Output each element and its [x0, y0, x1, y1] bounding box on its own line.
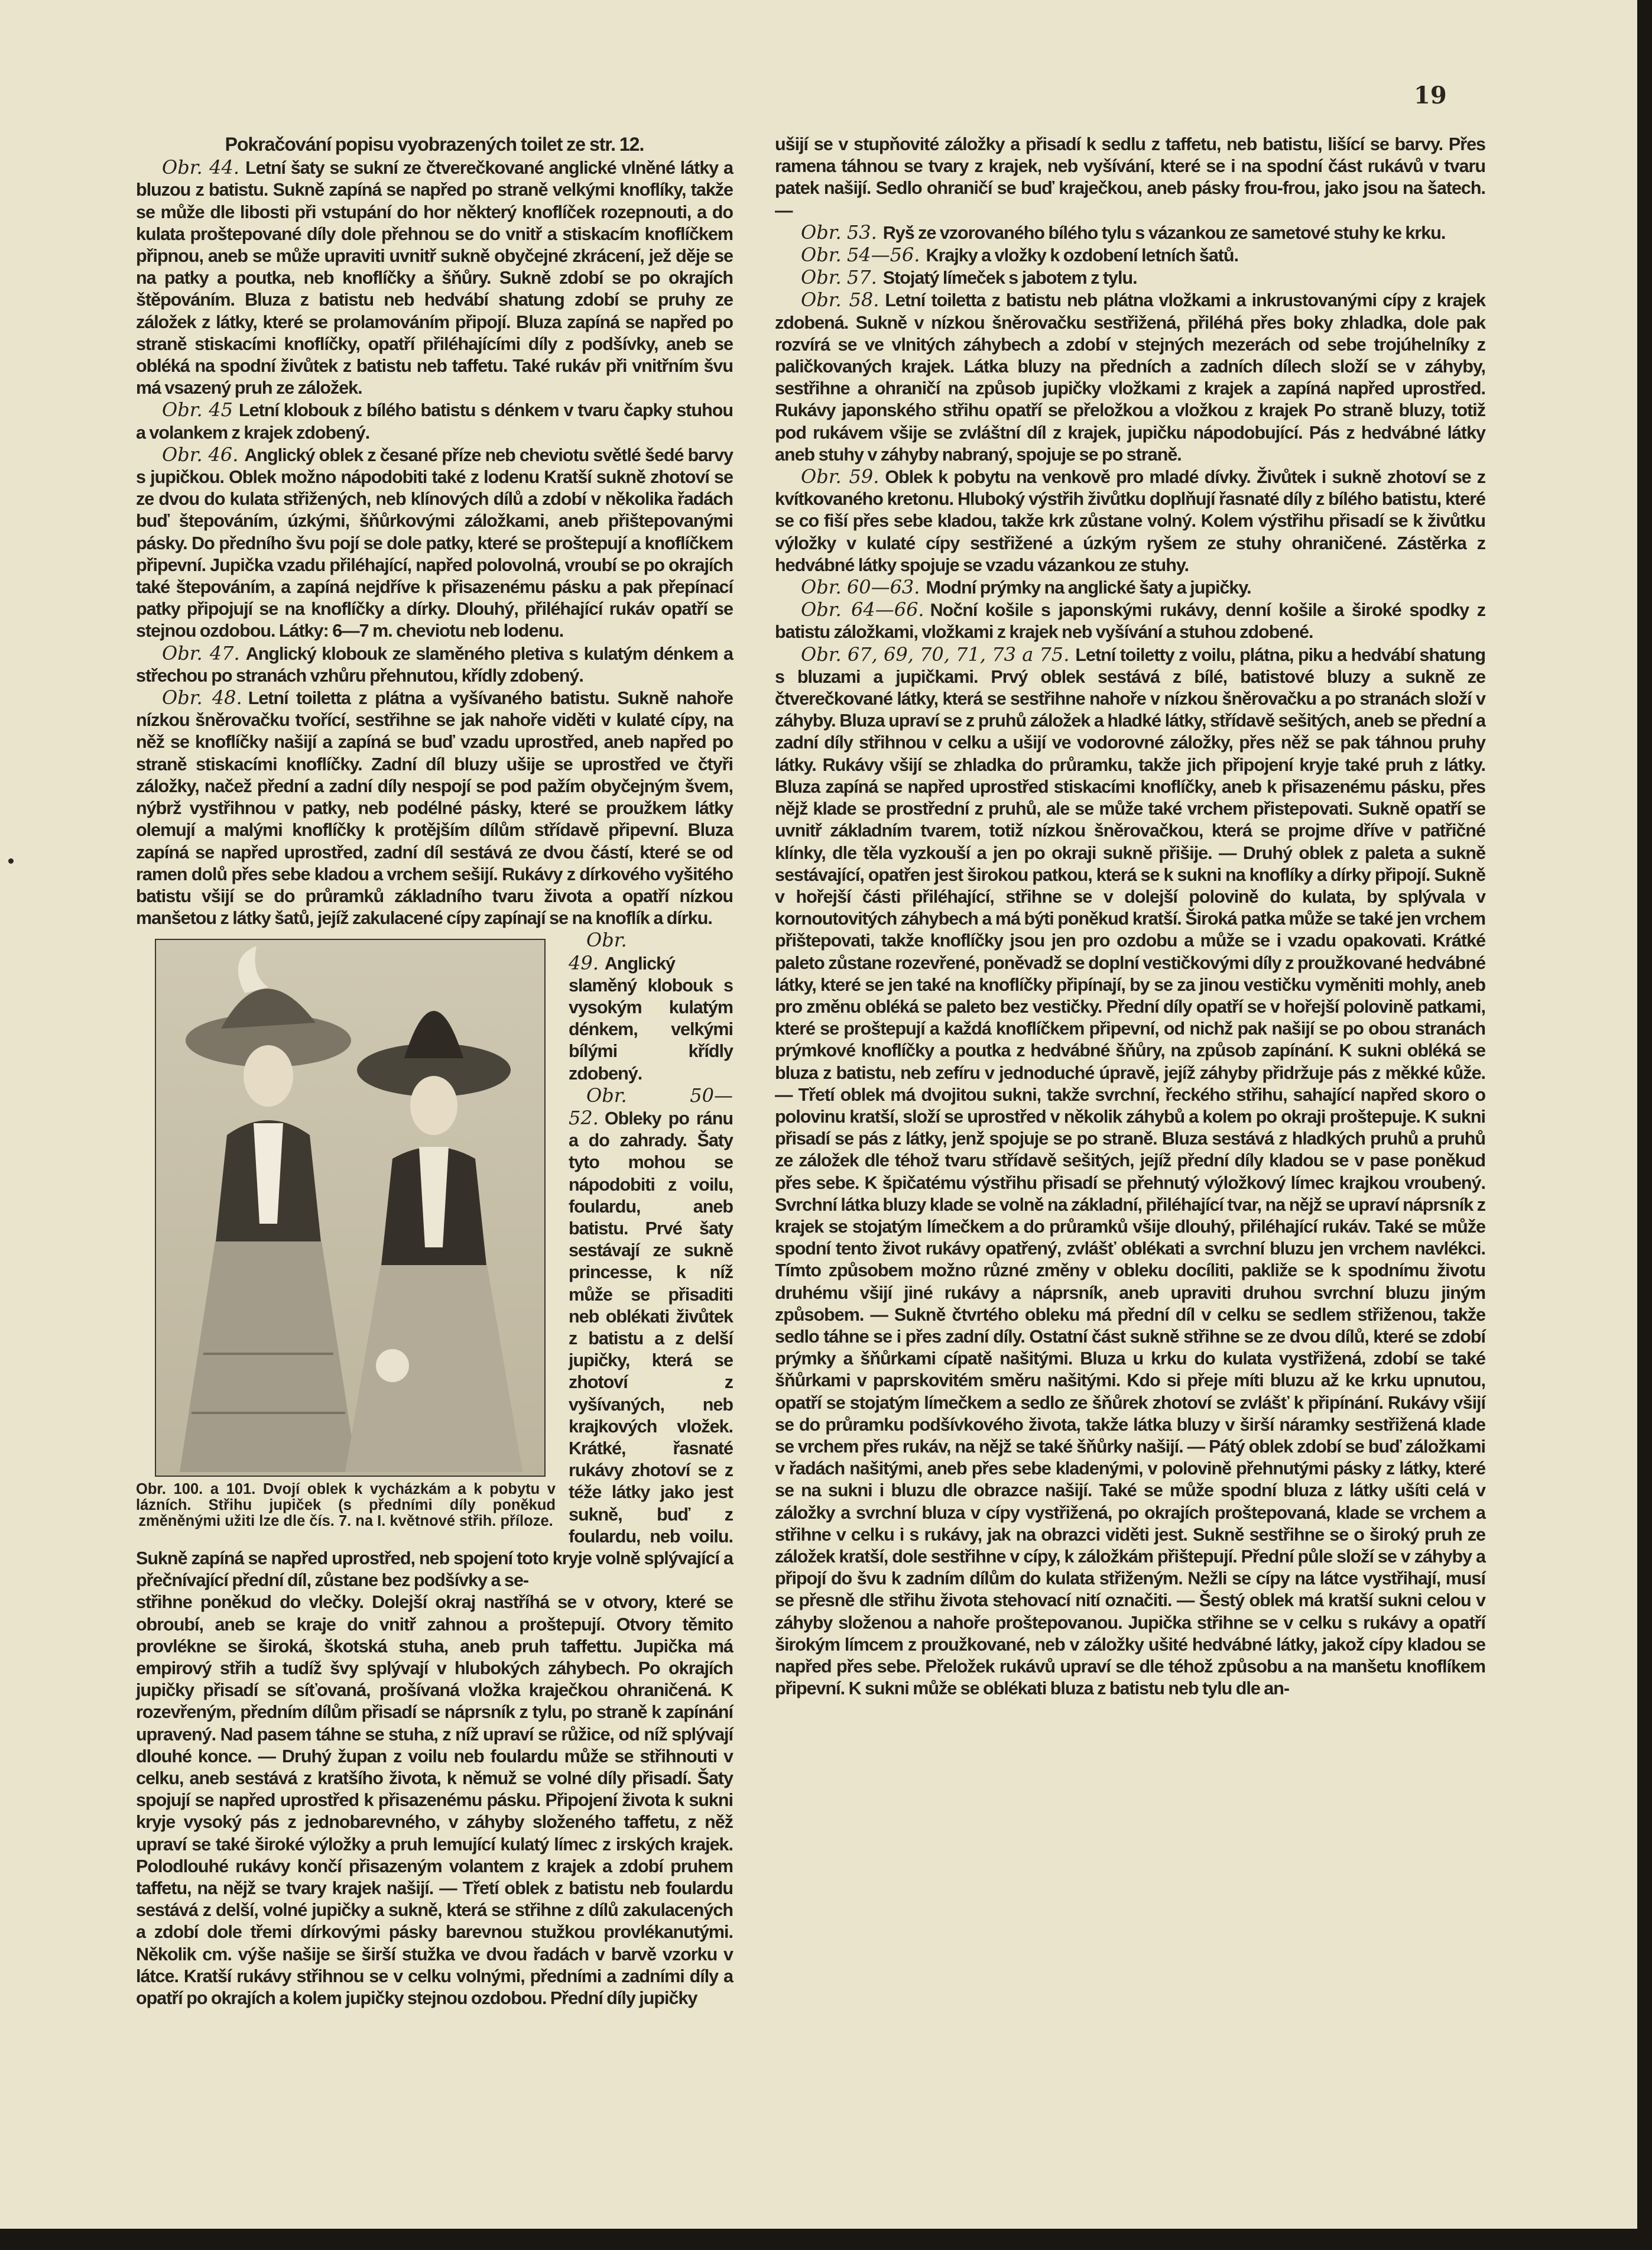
- fashion-illustration: [155, 939, 546, 1477]
- paragraph-text: Stojatý límeček s jabotem z tylu.: [882, 268, 1137, 288]
- paragraph-text: Anglický klobouk ze slaměného pletiva s kulatým dénkem a střechou po stranách vzhůru přehnutou, křídly zdobený.: [136, 643, 733, 686]
- paragraph-text: Letní toiletta z plátna a vyšívaného batistu. Sukně nahoře nízkou šněrovačku tvořící, sestřihne se jak nahoře viděti v kulaté cípy, na něž se knoflíčky našijí a zapíná se buď vzadu uprostřed, aneb napřed po straně stiskacími knoflíčky. Zadní díl bluzy ušije se uprostřed ve čtyři záložky, načež přední a zadní díly nespojí se pod pažím obyčejným švem, nýbrž vystřihnou v patky, neb podélné pásky, které se proužkem látky olemují a malými knoflíčky k protějším dílům střídavě připevní. Bluza zapíná se napřed uprostřed, zadní díl sestává ze dvou částí, které se od ramen dolů přes sebe kladou a vrchem sešijí. Rukávy z dírkového vyšitého batistu všijí se do průramků základního tvaru života a opatří nízkou manšetou z látky šatů, jejíž zakulacené cípy zapínají se na knoflík a dírku.: [136, 688, 733, 929]
- two-women-illustration: [156, 940, 544, 1476]
- figure-reference-label: Obr. 45: [162, 398, 233, 422]
- figure-reference-label: Obr. 48.: [162, 686, 242, 709]
- article-paragraph: [136, 643, 733, 687]
- right-column: [775, 134, 1485, 1700]
- paragraph-text: Letní klobouk z bílého batistu s dénkem v tvaru čapky stuhou a volankem z krajek zdobený.: [136, 400, 733, 443]
- figure-reference-label: Obr. 54—56.: [801, 244, 920, 267]
- paragraph-text: Letní toiletta z batistu neb plátna vložkami a inkrustovanými cípy z krajek zdobená. Sukně v nízkou šněrovačku sestřižená, přiléhá přes boky zhladka, dole pak rozvírá se ve vlnitých záhybech a zdobí v stejných mezerách od sebe trojúhelníky z paličkovaných krajek. Látka bluzy na předních a zadních dílech složí se v záhyby, sestřihne a ohraničí na způsob jupičky vložkami z krajek a zapíná napřed uprostřed. Rukávy japonského střihu opatří se přeložkou a vložkou z krajek Po straně bluzy, totiž pod rukávem všije se zvláštní díl z krajek, jupičku nápodobující. Pás z hedvábné látky aneb stuhy v záhyby nabraný, spojuje se po straně.: [775, 290, 1485, 465]
- article-paragraph: [775, 244, 1485, 267]
- article-paragraph: [775, 289, 1485, 466]
- paragraph-text: Anglický oblek z česané příze neb cheviotu světlé šedé barvy s jupičkou. Oblek možno nápodobiti také z lodenu Kratší sukně zhotoví se ze dvou do kulata střižených, neb klínových dílů a zdobí v několika řadách buď štepováním, úzkými, šňůrkovými záložkami, aneb přištepovanými pásky. Do předního švu pojí se dole patky, které se proštepují a knoflíčkem připevní. Jupička vzadu přiléhající, napřed polovolná, vroubí se po okrajích také štepováním, a zapíná nejdříve k přisazenému pásku a pak přepínací patky připojují se na knoflíčky a dírky. Dlouhý, přiléhající rukáv opatří se stejnou ozdobou. Látky: 6—7 m. cheviotu neb lodenu.: [136, 445, 733, 641]
- paragraph-text: Anglický slaměný klobouk s vysokým kulatým dénkem, velkými bílými křídly zdobený.: [569, 953, 733, 1084]
- article-paragraph: [775, 466, 1485, 576]
- paragraph-text: Letní šaty se sukní ze čtverečkované anglické vlněné látky a bluzou z batistu. Sukně zapíná se napřed po straně velkými knoflíky, takže se může dle libosti při vstupání do hor některý knoflíček rozepnouti, a do kulata proštepované díly dole přehnou se do vnitř a stiskacím knoflíčkem připnou, aneb se může upraviti uvnitř sukně obyčejné zkrácení, jež děje se na patky a poutka, neb knoflíčky a šňůry. Sukně zdobí se po okrajích štěpováním. Bluza z batistu neb hedvábí shatung zdobí se pruhy ze záložek z látky, které se prolamováním připojí. Bluza zapíná se napřed po straně stiskacími knoflíčky, opatří přiléhajícími díly z podšívky, aneb se obléká na spodní živůtek z batistu neb taffetu. Také rukáv při vnitřním švu má vsazený pruh ze záložek.: [136, 158, 733, 398]
- article-paragraph: [775, 576, 1485, 599]
- figure-reference-label: Obr. 47.: [162, 641, 240, 664]
- figure-reference-label: Obr. 60—63.: [801, 576, 920, 599]
- article-paragraph: [775, 599, 1485, 643]
- paragraph-text: Letní toiletty z voilu, plátna, piku a hedvábí shatung s bluzami a jupičkami. Prvý oblek sestává z bílé, batistové bluzy a sukně ze čtverečkované látky, která se sestřihne nahoře v nízkou šněrovačku a po stranách složí v záhyby. Bluza upraví se z pruhů záložek a hladké látky, střídavě sešitých, aneb se přední a zadní díly střihnou v celku a ušijí ve vodorovné záložky, přes něž se pak táhnou pruhy látky. Rukávy všijí se zhladka do průramku, takže jich připojení kryje také pruh z látky. Bluza zapíná se napřed uprostřed stiskacími knoflíčky, aneb k přisazenému pásku, přes nějž klade se prostřední z pruhů, ale se může také vrchem přistepovati. Sukně opatří se uvnitř základním tvarem, totiž nízkou šněrovačkou, která se projme dříve v patřičné klínky, dle těla vyzkouší a jen po okraji sukně přišije. — Druhý oblek z paleta a sukně sestávající, opatřen jest širokou patkou, která se k sukni na knoflíky a dírky připojí. Sukně v hořejší části přiléhající, střihne se v dolejší polovině do kulata, by splývala v kornoutovitých záhybech a má býti poněkud kratší. Široká patka může se také jen vrchem přištepovati, takže knoflíčky jsou jen pro ozdobu a může se i vzadu opakovati. Krátké paleto zůstane rozevřené, poněvadž se doplní vestičkovými díly z proužkované hedvábné látky, které se jen také na knoflíčky připínají, by se za jinou vestičku vyměniti mohly, aneb pro změnu obléká se paleto bez vestičky. Přední díly opatří se v hořejší polovině patkami, které se proštepují a každá knoflíčkem připevní, od nichž pak našijí se po obou stranách prýmkové knoflíčky a poutka z hedvábné šňůry, na způsob zapínání. K sukni obléká se bluza z batistu, neb zefíru v jednoduché úpravě, jejíž záhyby přidržuje pás z měkké kůže. — Třetí oblek má dvojitou sukni, takže svrchní, řeckého střihu, sahající napřed skoro o polovinu kratší, složí se uprostřed v několik záhybů a kolem po okraji proštepuje. K sukni přisadí se pás z látky, jenž spojuje se po straně. Bluza sestává z hladkých pruhů a pruhů ze záložek dle téhož tvaru střídavě sešitých, jejíž přední díly kladou se v pase poněkud přes sebe. K špičatému výstřihu přisadí se přehnutý výložkový límec krajkou vroubený. Svrchní látka bluzy klade se volně na základní, přiléhající tvar, na nějž se upraví náprsník z krajek se stojatým límečkem a do průramků všije dlouhý, přiléhající rukáv. Také se může spodní tento život rukávy opatřený, zvlášť oblékati a svrchní bluzu jen vrchem navlékci. Tímto způsobem možno různé změny v obleku docíliti, pakliže se k spodnímu životu druhému všijí jiné rukávy a náprsník, aneb upraviti druhou svrchní bluzu jiným způsobem. — Sukně čtvrtého obleku má přední díl v celku se sedlem střiženou, takže sedlo táhne se i přes zadní díly. Ostatní část sukně střihne se ze dvou dílů, které se zdobí prýmky a šňůrkami cípatě našitými. Bluza u krku do kulata vystřižená, zdobí se také šňůrkami v paprskovitém směru našitými. Kdo si přeje míti bluzu až ke krku upnutou, opatří se stojatým límečkem a sedlo ze šňůrek zhotoví se zvlášť k připínání. Rukávy všijí se do průramku podšívkového života, takže látka bluzy v širší náramky sestřižená klade se vrchem přes rukáv, na nějž se také šňůrky našijí. — Pátý oblek zdobí se buď záložkami v řadách našitými, aneb přes sebe kladenými, v polovině přehnutými pásky z látky, které se na sukni i bluzu dle obrazce našijí. Také se může spodní bluza z látky ušíti celá v záložky a svrchní bluza v cípy vystřižená, po okrajích proštepovaná, klade se vrchem a střihne v celku i s rukávy, jak na obrazci viděti jest. Sukně sestřihne se o široký pruh ze záložek kratší, dole sestřihne v cípy, k záložkám přištepují. Přední půle složí se v záhyby a připojí do švu k zadním dílům do kulata střiženým. Nežli se cípy na látce vystřihají, musí se přesně dle střihu života stehovací nití označiti. — Šestý oblek má kratší sukni celou v záhyby složenou a nahoře proštepovanou. Jupička střihne se v celku s rukávy a opatří širokým límcem z proužkované, neb v záložky ušité hedvábné látky, jakož cípy kladou se napřed přes sebe. Přeložek rukávů upraví se dle téhož způsobu a na manšetu knoflíkem připevní. K sukni může se oblékati bluza z batistu neb tylu dle an-: [775, 644, 1486, 1699]
- paragraph-text: Modní prýmky na anglické šaty a jupičky.: [926, 578, 1251, 598]
- section-heading: Pokračování popisu vyobrazených toilet ze str. 12.: [225, 134, 644, 155]
- figure-block: [136, 939, 556, 1529]
- figure-reference-label: Obr. 58.: [801, 288, 879, 312]
- paragraph-text: Ryš ze vzorovaného bílého tylu s vázankou ze sametové stuhy ke krku.: [882, 222, 1446, 243]
- paragraph-text: Krajky a vložky k ozdobení letních šatů.: [926, 245, 1239, 266]
- figure-reference-label: Obr. 49.: [569, 929, 627, 974]
- article-paragraph: [136, 157, 733, 399]
- figure-reference-label: Obr. 67, 69, 70, 71, 73 a 75.: [801, 643, 1070, 666]
- article-paragraph: [775, 134, 1485, 222]
- article-paragraph: [136, 399, 733, 443]
- scan-mark: [8, 858, 14, 864]
- paragraph-text: Noční košile s japonskými rukávy, denní košile a široké spodky z batistu záložkami, vložkami z krajek neb vyšívání a stuhou zdobené.: [775, 600, 1485, 643]
- paragraph-text: Oblek k pobytu na venkově pro mladé dívky. Živůtek i sukně zhotoví se z kvítkovaného kretonu. Hluboký výstřih živůtku doplňují řasnaté díly z bílého batistu, které se co fiší přes sebe kladou, takže krk zůstane volný. Kolem výstřihu přisadí se k živůtku výložky v kulaté cípy sestřižené a úzkým ryšem ze stuhy ohraničené. Zástěrka z hedvábné látky spojuje se vzadu vázankou ze stuhy.: [775, 467, 1486, 575]
- figure-reference-label: Obr. 44.: [162, 156, 240, 179]
- left-column: [136, 134, 733, 2009]
- article-paragraph: [136, 687, 733, 929]
- left-column-top: [136, 157, 733, 929]
- figure-reference-label: Obr. 53.: [801, 221, 877, 244]
- article-paragraph: [775, 222, 1485, 244]
- paragraph-continuation: střihne poněkud do vlečky. Dolejší okraj nastříhá se v otvory, které se obroubí, aneb se kraje do vnitř zahnou a proštepují. Otvory těmito provlékne se široká, škotská stuha, aneb pruh taffettu. Jupička má empirový střih a tudíž švy splývají v hlubokých záhybech. Po okrajích jupičky přisadí se síťovaná, prošívaná vložka kraječkou ohraničená. K rozevřeným, předním dílům přisadí se náprsník z tylu, po straně k zapínání upravený. Nad pasem táhne se stuha, z níž upraví se růžice, od níž splývají dlouhé konce. — Druhý župan z voilu neb foulardu může se střihnouti v celku, aneb sestává z kratšího života, k němuž se volné díly přisadí. Šaty spojují se napřed uprostřed k přisazenému pásku. Připojení života k sukni kryje vysoký pás z jednobarevného, v záhyby složeného taffetu, z něž upraví se také široké výložky a pruh lemující kulatý límec z irských krajek. Polodlouhé rukávy končí přisazeným volantem z krajek a zdobí pruhem taffetu, na nějž se tvary krajek našijí. — Třetí oblek z batistu neb foulardu sestává z delší, volné jupičky a sukně, která se střihne z dílů zakulacených a zdobí dole třemi dírkovými pásky barevnou stužkou provlékanutými. Několik cm. výše našije se širší stužka ve dvou řadách v barvě vzorku v látce. Kratší rukávy střihnou se v celku volnými, předními a zadními díly a opatří po okrajích a kolem jupičky stejnou ozdobou. Přední díly jupičky: [136, 1592, 733, 2009]
- paragraph-text: ušijí se v stupňovité záložky a přisadí k sedlu z taffetu, neb batistu, lišící se barvy. Přes ramena táhnou se tvary z krajek, neb vyšívání, které se i na spodní část rukávů v tvaru patek našijí. Sedlo ohraničí se buď kraječkou, aneb pásky frou-frou, jako jsou na šatech. —: [775, 134, 1485, 221]
- page-number: 19: [1414, 82, 1447, 109]
- article-paragraph: [775, 267, 1485, 289]
- figure-caption: Obr. 100. a 101. Dvojí oblek k vycházkám a k pobytu v lázních. Střihu jupiček (s předními díly poněkud změněnými užiti lze dle čís. 7. na I. květnové střih. příloze.: [136, 1481, 556, 1530]
- paragraph-text: Obleky po ránu a do zahrady. Šaty tyto mohou se nápodobiti z voilu, foulardu, aneb batistu. Prvé šaty sestávají ze sukně princesse, k níž může se přisaditi neb oblékati živůtek z batistu a z delší jupičky, která se zhotoví z vyšívaných, neb krajkových vložek. Krátké, řasnaté rukávy zhotoví se z téže látky jako jest sukně, buď z foulardu, neb voilu. Sukně zapíná se napřed uprostřed, neb spojení toto kryje volně splývající a přečnívající přední díl, zůstane bez podšívky a se-: [136, 1108, 733, 1591]
- figure-reference-label: Obr. 59.: [801, 465, 879, 488]
- figure-reference-label: Obr. 57.: [801, 266, 877, 289]
- figure-reference-label: Obr. 64—66.: [801, 598, 924, 621]
- figure-reference-label: Obr. 50—52.: [569, 1084, 733, 1129]
- figure-reference-label: Obr. 46.: [162, 443, 239, 466]
- article-paragraph: [775, 644, 1485, 1700]
- article-paragraph: [136, 444, 733, 643]
